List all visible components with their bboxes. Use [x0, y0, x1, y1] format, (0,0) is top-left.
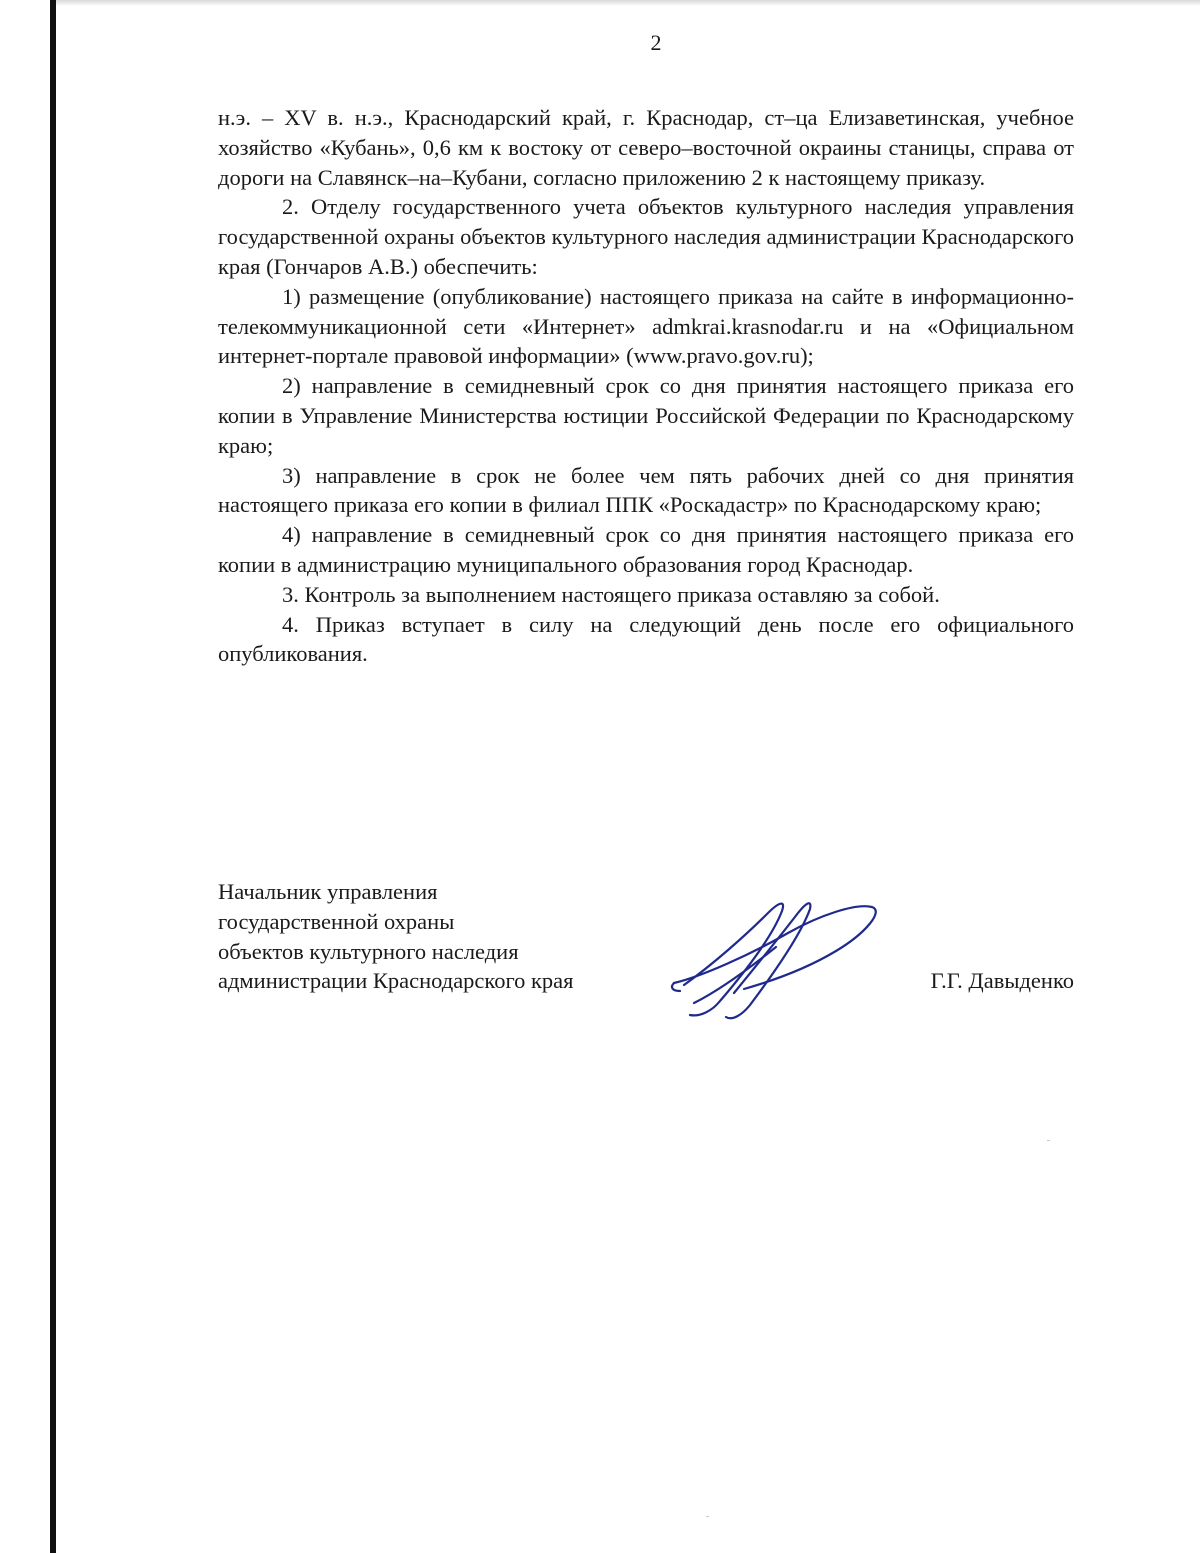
scan-border-left [50, 0, 56, 1553]
position-line: администрации Краснодарского края [218, 968, 574, 994]
paragraph-continuation: н.э. – XV в. н.э., Краснодарский край, г. Краснодар, ст–ца Елизаветинская, учебное хозяйство «Кубань», 0,6 км к востоку от северо–восточной окраины станицы, справа от дороги на Славянск–на–Кубани, согласно приложению 2 к настоящему приказу. [218, 105, 1074, 190]
paragraph-item-4: 4. Приказ вступает в силу на следующий день после его официального опубликования. [218, 611, 1074, 667]
paragraph-item-3: 3. Контроль за выполнением настоящего приказа оставляю за собой. [282, 581, 940, 607]
position-line: Начальник управления [218, 879, 438, 904]
scan-speck [1047, 1140, 1050, 1141]
handwritten-signature [660, 885, 890, 1025]
document-body [218, 103, 1074, 669]
signature-stroke [672, 983, 680, 991]
signatory-position [218, 877, 678, 996]
paragraph-item-2: 2. Отделу государственного учета объектов культурного наследия управления государственной охраны объектов культурного наследия администрации Краснодарского края (Гончаров А.В.) обеспечить: [218, 194, 1074, 279]
signer-name: Г.Г. Давыденко [930, 968, 1074, 993]
position-line: государственной охраны [218, 908, 455, 934]
paragraph-subitem-4: 4) направление в семидневный срок со дня принятия настоящего приказа его копии в администрацию муниципального образования город Краснодар. [218, 522, 1074, 577]
scan-border-top [56, 0, 1200, 6]
scan-speck [706, 1516, 709, 1517]
paragraph-subitem-3: 3) направление в срок не более чем пять рабочих дней со дня принятия настоящего приказа его копии в филиал ППК «Роскадастр» по Краснодарскому краю; [218, 462, 1074, 518]
signature-stroke [726, 903, 810, 1018]
signature-stroke [694, 947, 776, 1003]
paragraph-subitem-1: 1) размещение (опубликование) настоящего приказа на сайте в информационно-телекоммуникационной сети «Интернет» admkrai.krasnodar.ru и на «Официальном интернет-портале правовой информации» (www.pravo.gov.ru); [218, 283, 1074, 369]
page-number: 2 [650, 30, 662, 55]
paragraph-subitem-2: 2) направление в семидневный срок со дня принятия настоящего приказа его копии в Управление Министерства юстиции Российской Федерации по Краснодарскому краю; [218, 373, 1074, 458]
signature-stroke [684, 904, 783, 1016]
position-line: объектов культурного наследия [218, 938, 519, 964]
